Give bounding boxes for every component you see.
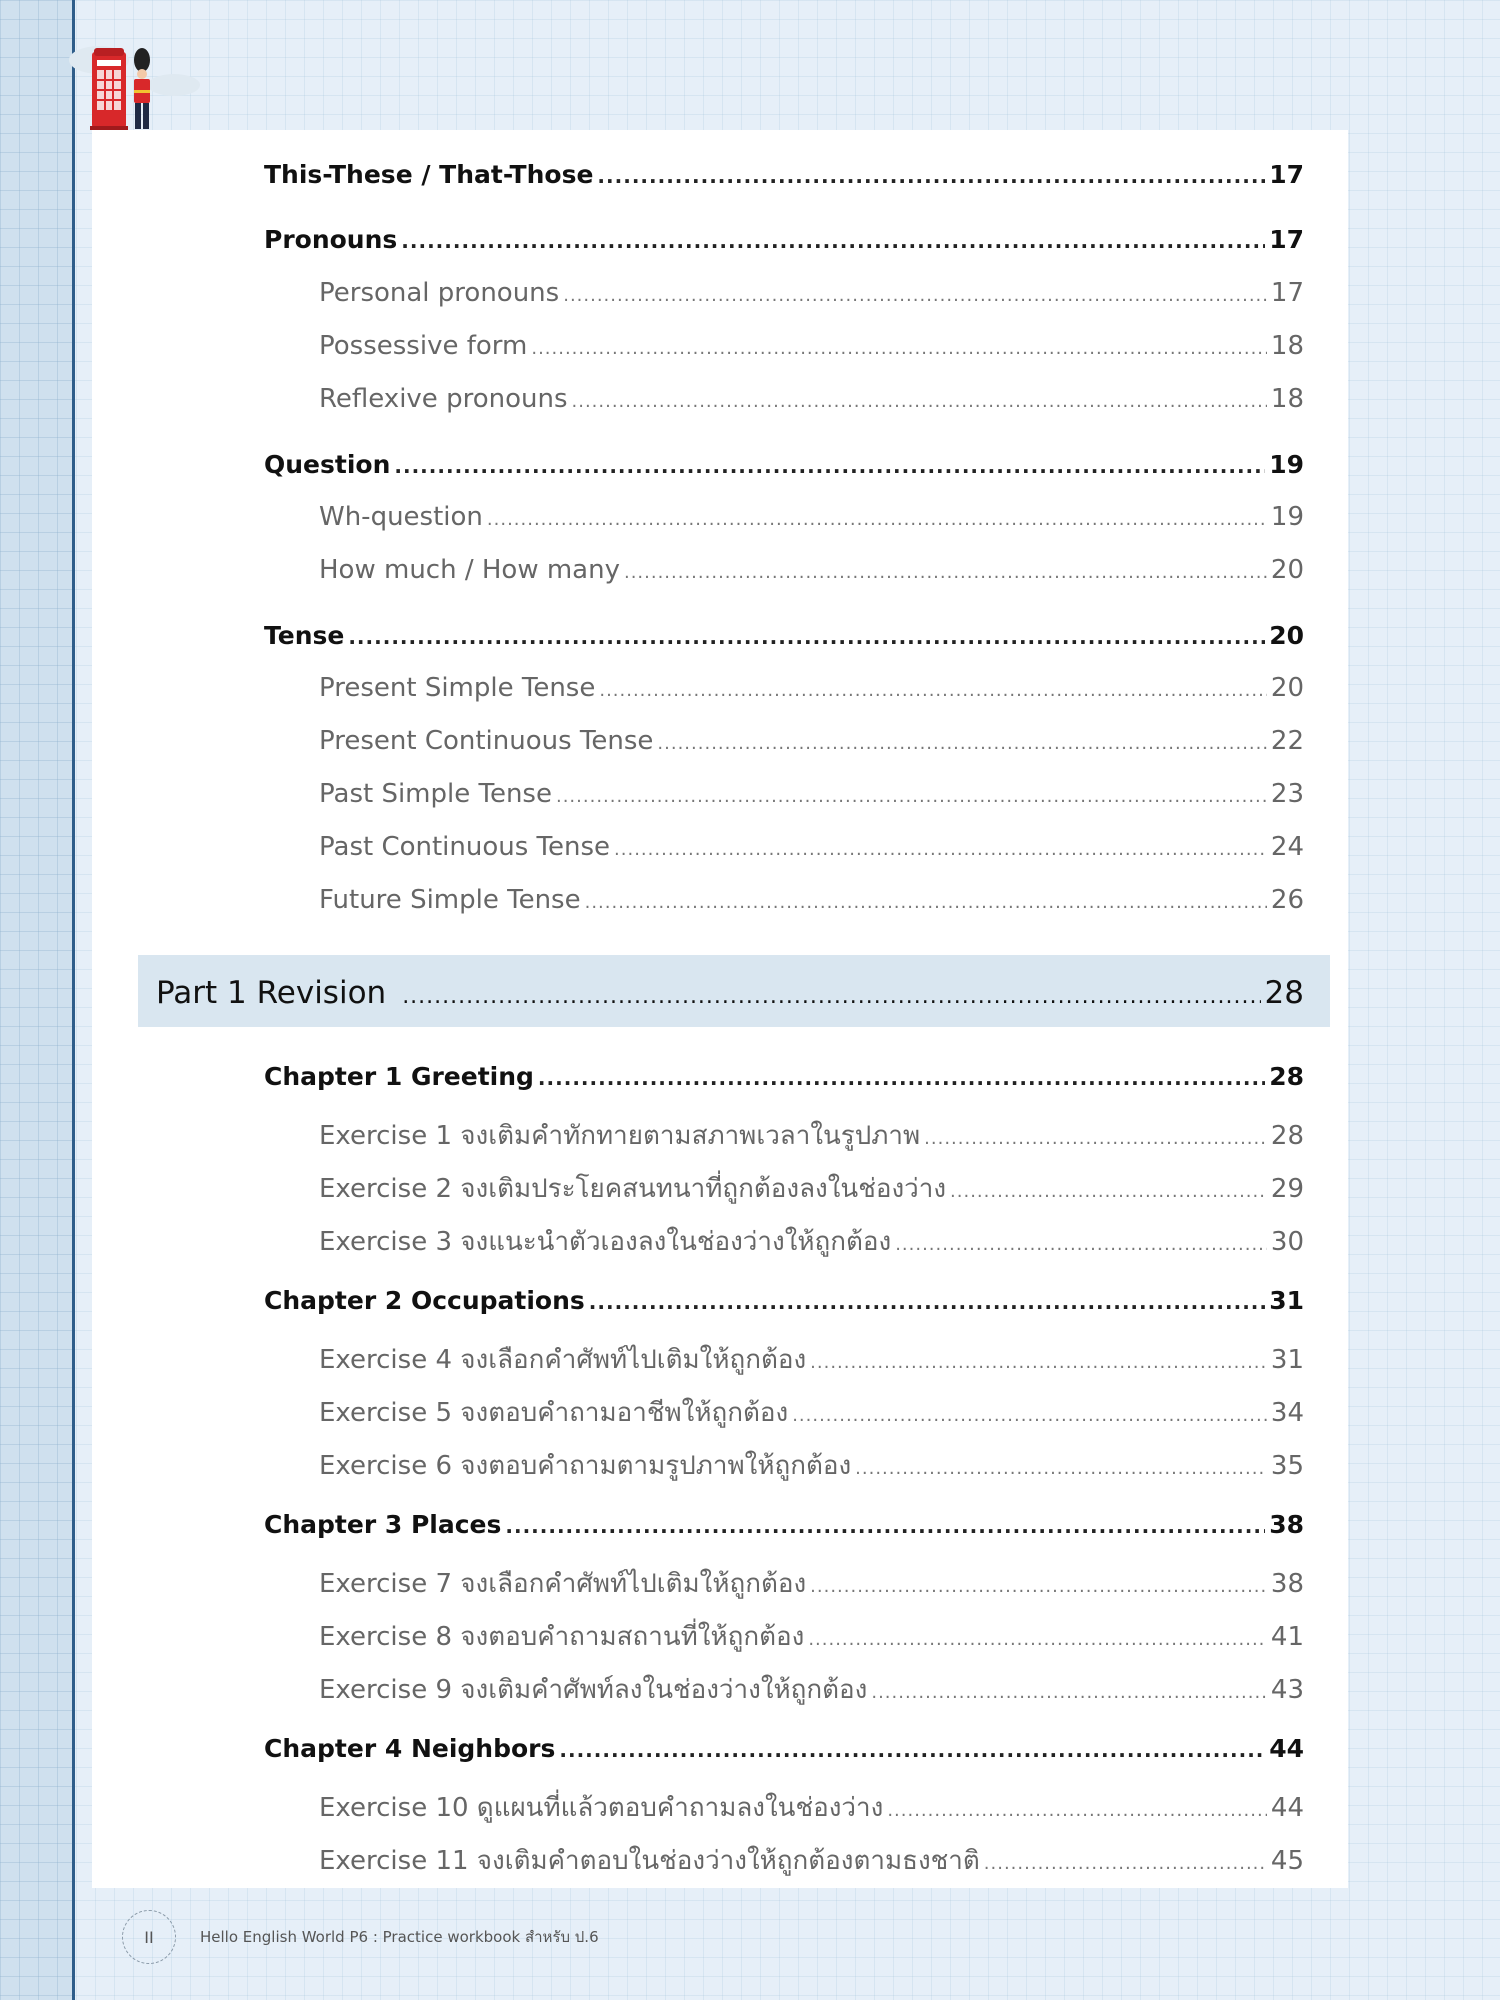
entry-page: 19 [1270, 502, 1304, 532]
entry-label: Present Continuous Tense [319, 726, 654, 756]
dot-leader [556, 786, 1267, 807]
left-margin-band [0, 0, 75, 2000]
toc-entry-part1-revision[interactable] [156, 975, 1304, 1011]
entry-label: Chapter 4 Neighbors [264, 1734, 556, 1763]
toc-entry-exercise-2[interactable] [319, 1168, 1304, 1209]
dot-leader [538, 1066, 1265, 1090]
entry-label: Exercise 9 จงเติมคำศัพท์ลงในช่องว่างให้ถูกต้อง [319, 1675, 868, 1705]
entry-label: Part 1 Revision [156, 975, 387, 1011]
entry-label: Question [264, 450, 391, 479]
entry-label: Future Simple Tense [319, 885, 581, 915]
toc-entry-exercise-10[interactable] [319, 1787, 1304, 1828]
dot-leader [505, 1514, 1265, 1538]
page-number-badge [122, 1910, 176, 1964]
toc-entry-personal-pronouns[interactable] [319, 278, 1304, 308]
entry-page: 28 [1269, 1062, 1304, 1091]
entry-label: Chapter 3 Places [264, 1510, 502, 1539]
entry-label: Chapter 2 Occupations [264, 1286, 585, 1315]
dot-leader [401, 229, 1265, 253]
toc-entry-exercise-1[interactable] [319, 1115, 1304, 1156]
entry-page: 26 [1270, 885, 1304, 915]
dot-leader [559, 1738, 1265, 1762]
dot-leader [792, 1405, 1267, 1426]
dot-leader [871, 1682, 1267, 1703]
dot-leader [589, 1290, 1265, 1314]
entry-page: 18 [1270, 331, 1304, 361]
toc-entry-chapter-1[interactable] [264, 1062, 1304, 1091]
entry-label: Wh-question [319, 502, 483, 532]
dot-leader [887, 1800, 1267, 1821]
toc-entry-present-simple[interactable] [319, 673, 1304, 703]
entry-page: 17 [1269, 225, 1304, 254]
entry-page: 29 [1270, 1174, 1304, 1204]
toc-entry-exercise-11[interactable] [319, 1840, 1304, 1881]
toc-entry-wh-question[interactable] [319, 502, 1304, 532]
entry-page: 20 [1269, 621, 1304, 650]
dot-leader [394, 454, 1265, 478]
dot-leader [810, 1352, 1267, 1373]
dot-leader [563, 285, 1267, 306]
entry-page: 41 [1270, 1622, 1304, 1652]
toc-entry-how-much[interactable] [319, 555, 1304, 585]
entry-label: Exercise 1 จงเติมคำทักทายตามสภาพเวลาในรูปภาพ [319, 1121, 921, 1151]
dot-leader [348, 625, 1265, 649]
entry-label: Past Simple Tense [319, 779, 552, 809]
entry-page: 44 [1270, 1793, 1304, 1823]
toc-entry-exercise-8[interactable] [319, 1616, 1304, 1657]
entry-page: 34 [1270, 1398, 1304, 1428]
dot-leader [572, 391, 1267, 412]
dot-leader [624, 562, 1267, 583]
entry-label: Exercise 4 จงเลือกคำศัพท์ไปเติมให้ถูกต้อง [319, 1345, 807, 1375]
entry-label: Exercise 11 จงเติมคำตอบในช่องว่างให้ถูกต้องตามธงชาติ [319, 1846, 980, 1876]
entry-page: 35 [1270, 1451, 1304, 1481]
toc-entry-present-continuous[interactable] [319, 726, 1304, 756]
phone-booth-icon [90, 48, 128, 130]
entry-label: Chapter 1 Greeting [264, 1062, 534, 1091]
entry-page: 18 [1270, 384, 1304, 414]
toc-entry-future-simple[interactable] [319, 885, 1304, 915]
dot-leader [599, 680, 1267, 701]
dot-leader [855, 1458, 1267, 1479]
entry-label: Present Simple Tense [319, 673, 596, 703]
entry-page: 31 [1270, 1345, 1304, 1375]
dot-leader [614, 839, 1267, 860]
entry-label: Exercise 7 จงเลือกคำศัพท์ไปเติมให้ถูกต้อง [319, 1569, 807, 1599]
entry-page: 17 [1269, 160, 1304, 189]
toc-entry-past-continuous[interactable] [319, 832, 1304, 862]
toc-entry-chapter-3[interactable] [264, 1510, 1304, 1539]
dot-leader [657, 733, 1266, 754]
entry-page: 38 [1270, 1569, 1304, 1599]
footer-book-title: Hello English World P6 : Practice workbook สำหรับ ป.6 [200, 1928, 599, 1946]
entry-page: 31 [1269, 1286, 1304, 1315]
entry-page: 20 [1270, 555, 1304, 585]
entry-label: Exercise 2 จงเติมประโยคสนทนาที่ถูกต้องลงในช่องว่าง [319, 1174, 947, 1204]
entry-page: 38 [1269, 1510, 1304, 1539]
dot-leader [402, 984, 1260, 1009]
dot-leader [597, 164, 1265, 188]
toc-entry-reflexive-pronouns[interactable] [319, 384, 1304, 414]
dot-leader [531, 338, 1267, 359]
dot-leader [487, 509, 1267, 530]
entry-page: 45 [1270, 1846, 1304, 1876]
page-number: II [144, 1927, 154, 1947]
entry-label: Exercise 5 จงตอบคำถามอาชีพให้ถูกต้อง [319, 1398, 789, 1428]
entry-label: Exercise 6 จงตอบคำถามตามรูปภาพให้ถูกต้อง [319, 1451, 852, 1481]
royal-guard-icon [134, 48, 150, 129]
entry-page: 24 [1270, 832, 1304, 862]
entry-label: Exercise 8 จงตอบคำถามสถานที่ให้ถูกต้อง [319, 1622, 805, 1652]
toc-entry-tense[interactable] [264, 621, 1304, 650]
toc-entry-pronouns[interactable] [264, 225, 1304, 254]
toc-entry-exercise-9[interactable] [319, 1669, 1304, 1710]
entry-page: 20 [1270, 673, 1304, 703]
toc-entry-exercise-6[interactable] [319, 1445, 1304, 1486]
entry-label: Exercise 10 ดูแผนที่แล้วตอบคำถามลงในช่องว่าง [319, 1793, 884, 1823]
entry-label: How much / How many [319, 555, 620, 585]
toc-entry-this-these[interactable] [264, 160, 1304, 189]
entry-label: Tense [264, 621, 345, 650]
dot-leader [984, 1853, 1267, 1874]
entry-page: 17 [1270, 278, 1304, 308]
dot-leader [810, 1576, 1267, 1597]
entry-label: Reflexive pronouns [319, 384, 568, 414]
dot-leader [924, 1128, 1267, 1149]
toc-entry-exercise-7[interactable] [319, 1563, 1304, 1604]
dot-leader [585, 892, 1267, 913]
entry-page: 28 [1264, 975, 1304, 1011]
entry-label: Personal pronouns [319, 278, 560, 308]
toc-entry-exercise-4[interactable] [319, 1339, 1304, 1380]
entry-page: 30 [1270, 1227, 1304, 1257]
toc-entry-question[interactable] [264, 450, 1304, 479]
entry-label: This-These / That-Those [264, 160, 594, 189]
entry-label: Exercise 3 จงแนะนำตัวเองลงในช่องว่างให้ถูกต้อง [319, 1227, 892, 1257]
dot-leader [808, 1629, 1267, 1650]
toc-entry-chapter-2[interactable] [264, 1286, 1304, 1315]
entry-page: 43 [1270, 1675, 1304, 1705]
dot-leader [950, 1181, 1267, 1202]
toc-entry-chapter-4[interactable] [264, 1734, 1304, 1763]
entry-label: Pronouns [264, 225, 398, 254]
entry-page: 23 [1270, 779, 1304, 809]
toc-entry-possessive-form[interactable] [319, 331, 1304, 361]
entry-page: 22 [1270, 726, 1304, 756]
entry-page: 19 [1269, 450, 1304, 479]
london-illustration [64, 30, 204, 140]
dot-leader [895, 1234, 1267, 1255]
toc-entry-exercise-3[interactable] [319, 1221, 1304, 1262]
toc-entry-past-simple[interactable] [319, 779, 1304, 809]
entry-label: Possessive form [319, 331, 528, 361]
entry-label: Past Continuous Tense [319, 832, 611, 862]
entry-page: 28 [1270, 1121, 1304, 1151]
entry-page: 44 [1269, 1734, 1304, 1763]
toc-entry-exercise-5[interactable] [319, 1392, 1304, 1433]
